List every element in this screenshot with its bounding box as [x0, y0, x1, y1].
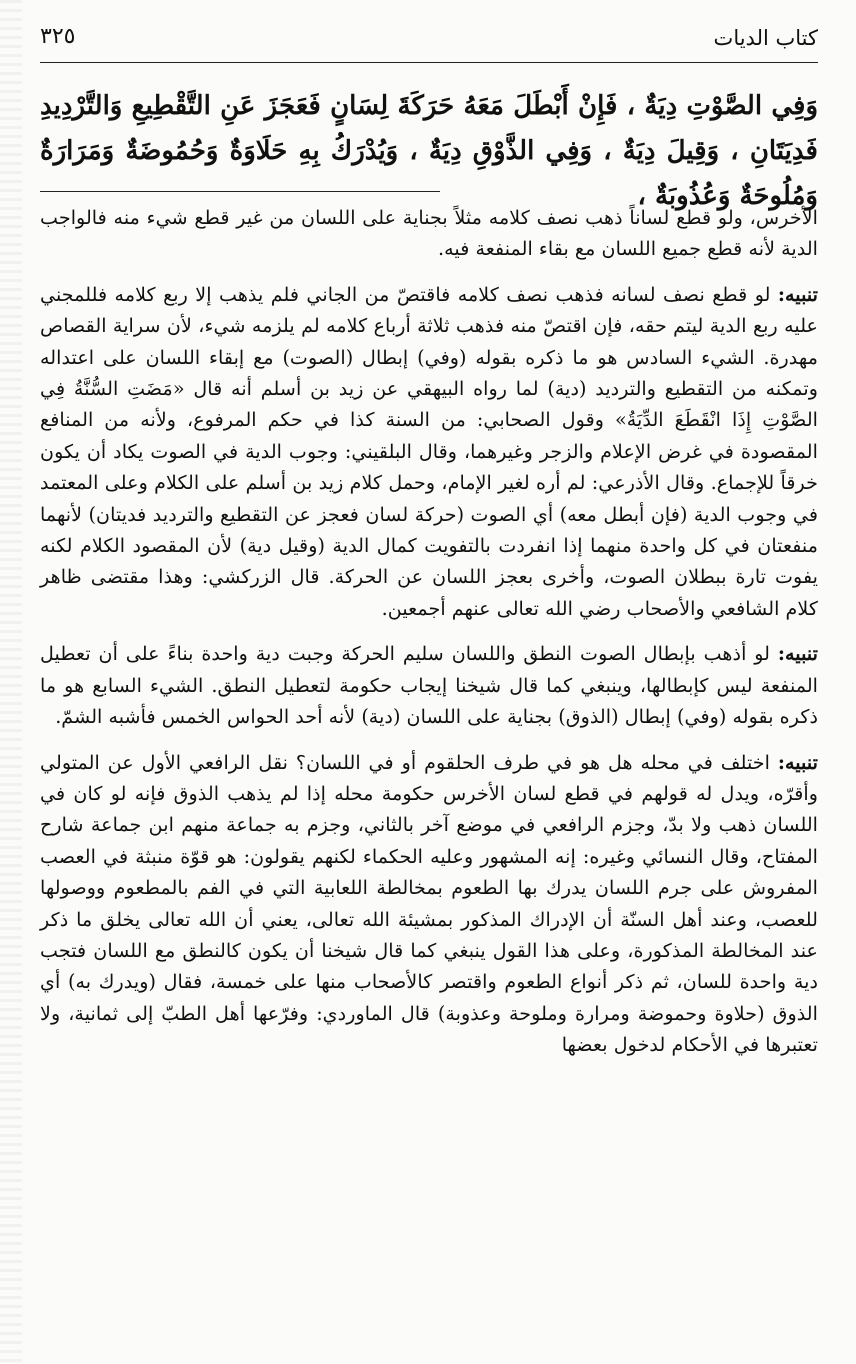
commentary-paragraph-1: الأخرس، ولو قطع لساناً ذهب نصف كلامه مثلاً بجناية على اللسان من غير قطع شيء منه فالواجب الدية لأنه قطع جميع اللسان مع بقاء المنفعة فيه. — [40, 206, 818, 261]
matn-separator-rule — [40, 191, 440, 192]
tanbih-label: تنبيه: — [777, 750, 818, 774]
tanbih-label: تنبيه: — [777, 282, 818, 306]
page-number: ٣٢٥ — [40, 24, 76, 49]
matn-text: وَفِي الصَّوْتِ دِيَةٌ ، فَإِنْ أَبْطَلَ مَعَهُ حَرَكَةَ لِسَانٍ فَعَجَزَ عَنِ التَّقْطِيعِ وَالتَّرْدِيدِ فَدِيَتَانِ ، وَقِيلَ دِيَةٌ ، وَفِي الذَّوْقِ دِيَةٌ ، وَيُدْرَكُ بِهِ حَلَاوَةٌ وَحُمُوضَةٌ وَمَرَارَةٌ وَمُلُوحَةٌ وَعُذُوبَةٌ ، — [40, 91, 818, 211]
commentary-paragraph-2: تنبيه: لو قطع نصف لسانه فذهب نصف كلامه فاقتصّ من الجاني فلم يذهب إلا ربع كلامه فللمجني عليه ربع الدية ليتم حقه، فإن اقتصّ منه فذهب ثلاثة أرباع كلامه لم يلزمه شيء، لأن سراية القصاص مهدرة. الشيء السادس هو ما ذكره بقوله (وفي) إبطال (الصوت) مع إبقاء اللسان على اعتداله وتمكنه من التقطيع والترديد (دية) لما رواه البيهقي عن زيد بن أسلم أنه قال «مَضَتِ السُّنَّةُ فِي الصَّوْتِ إِذَا انْقَطَعَ الدِّيَةُ» وقول الصحابي: من السنة كذا في حكم المرفوع، ولأنه من المنافع المقصودة في غرض الإعلام والزجر وغيرهما، وقال البلقيني: وجوب الدية في الصوت يكاد أن يكون خرقاً للإجماع. وقال الأذرعي: لم أره لغير الإمام، وحمل كلام زيد بن أسلم على الكلام وعلى المعتمد في وجوب الدية (فإن أبطل معه) أي الصوت (حركة لسان فعجز عن التقطيع والترديد فديتان) لأنهما منفعتان في كل واحدة منهما إذا انفردت بالتفويت كمال الدية (وقيل دية) لأن المقصود الكلام لكنه يفوت تارة ببطلان الصوت، وأخرى بعجز اللسان عن الحركة. قال الزركشي: وهذا مقتضى ظاهر كلام الشافعي والأصحاب رضي الله تعالى عنهم أجمعين. — [40, 282, 818, 620]
commentary-paragraph-3: تنبيه: لو أذهب بإبطال الصوت النطق واللسان سليم الحركة وجبت دية واحدة بناءً على أن تعطيل المنفعة ليس كإبطالها، وينبغي كما قال شيخنا إيجاب حكومة لتعطيل النطق. الشيء السابع هو ما ذكره بقوله (وفي) إبطال (الذوق) بجناية على اللسان (دية) لأنه أحد الحواس الخمس فأشبه الشمّ. — [40, 642, 819, 729]
commentary-paragraph-4: تنبيه: اختلف في محله هل هو في طرف الحلقوم أو في اللسان؟ نقل الرافعي الأول عن المتولي وأقرّه، ويدل له قولهم في قطع لسان الأخرس حكومة محله إذا لم يذهب الذوق فإنه لو كان في اللسان ذهب ولا بدّ، وجزم الرافعي في موضع آخر بالثاني، وجزم به جماعة منهم ابن جماعة شارح المفتاح، وقال النسائي وغيره: إنه المشهور وعليه الحكماء لكنهم يقولون: هو قوّة منبثة في العصب المفروش على جرم اللسان يدرك بها الطعوم بمخالطة اللعابية التي في الفم بالمطعوم ووصولها للعصب، وعند أهل السنّة أن الإدراك المذكور بمشيئة الله تعالى، يعني أن الله تعالى يخلق ما ذكر عند المخالطة المذكورة، وعلى هذا القول ينبغي كما قال شيخنا أن يكون كالنطق مع اللسان فتجب دية واحدة للسان، ثم ذكر أنواع الطعوم واقتصر كالأصحاب منها على خمسة، فقال (ويدرك به) أي الذوق (حلاوة وحموضة ومرارة وملوحة وعذوبة) قال الماوردي: وفرّعها أهل الطبّ إلى ثمانية، ولا تعتبرها في الأحكام لدخول بعضها — [40, 750, 818, 1057]
running-title: كتاب الديات — [713, 26, 818, 50]
page-header — [40, 22, 818, 63]
scan-edge-shadow — [0, 0, 22, 1364]
commentary-body — [40, 202, 818, 1075]
tanbih-label: تنبيه: — [777, 642, 819, 666]
